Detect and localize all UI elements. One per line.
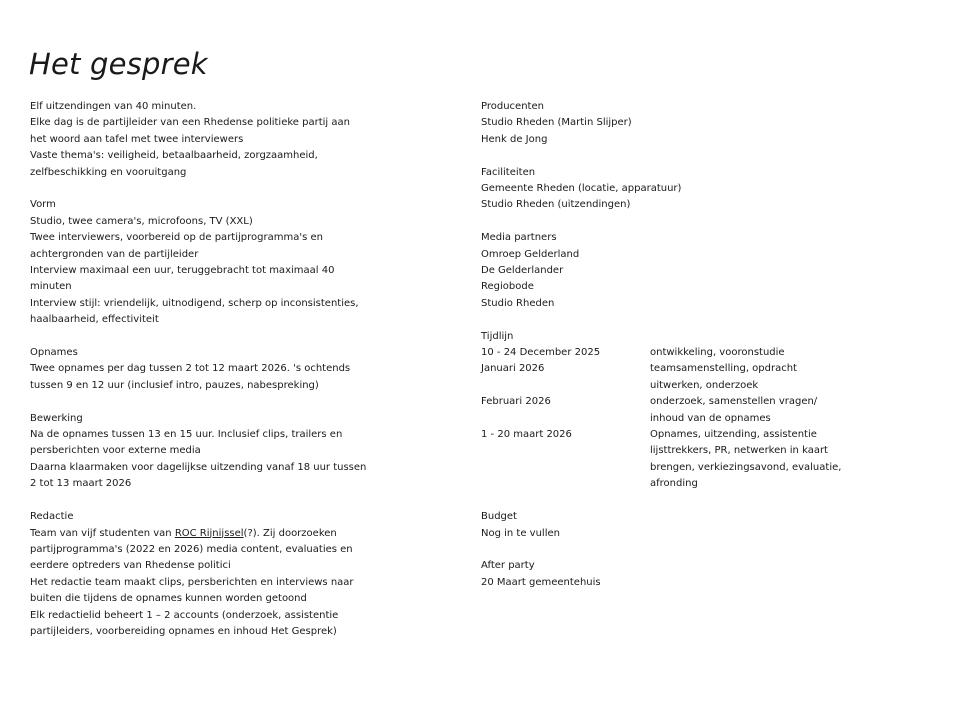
vorm-line: Studio, twee camera's, microfoons, TV (XXL) bbox=[30, 215, 253, 227]
tijdlijn-date: Januari 2026 bbox=[481, 363, 545, 375]
producenten-line: Henk de Jong bbox=[481, 133, 548, 145]
budget-heading: Budget bbox=[481, 511, 517, 523]
tijdlijn-desc-line: brengen, verkiezingsavond, evaluatie, bbox=[650, 461, 842, 473]
media-partners-section bbox=[481, 230, 901, 312]
opnames-line: tussen 9 en 12 uur (inclusief intro, pauzes, nabespreking) bbox=[30, 379, 319, 391]
intro-line: Vaste thema's: veiligheid, betaalbaarheid, zorgzaamheid, bbox=[30, 150, 318, 162]
media-partner-line: De Gelderlander bbox=[481, 265, 564, 277]
redactie-line: eerdere optreders van Rhedense politici bbox=[30, 560, 231, 572]
media-partner-line: Omroep Gelderland bbox=[481, 248, 580, 260]
bewerking-line: Na de opnames tussen 13 en 15 uur. Inclusief clips, trailers en bbox=[30, 429, 343, 441]
tijdlijn-date: 1 - 20 maart 2026 bbox=[481, 429, 572, 441]
tijdlijn-desc bbox=[650, 394, 901, 427]
bewerking-line: persberichten voor externe media bbox=[30, 445, 201, 457]
tijdlijn-date: 10 - 24 December 2025 bbox=[481, 347, 601, 359]
intro-line: zelfbeschikking en vooruitgang bbox=[30, 166, 187, 178]
media-partner-line: Studio Rheden bbox=[481, 297, 555, 309]
tijdlijn-desc-line: Opnames, uitzending, assistentie bbox=[650, 429, 817, 441]
intro-line: het woord aan tafel met twee interviewers bbox=[30, 133, 244, 145]
budget-section bbox=[481, 509, 901, 542]
opnames-heading: Opnames bbox=[30, 347, 78, 359]
redactie-line: partijleiders, voorbereiding opnames en inhoud Het Gesprek) bbox=[30, 625, 337, 637]
budget-line: Nog in te vullen bbox=[481, 527, 560, 539]
redactie-line: buiten die tijdens de opnames kunnen worden getoond bbox=[30, 593, 307, 605]
producenten-line: Studio Rheden (Martin Slijper) bbox=[481, 117, 632, 129]
redactie-line-text: Team van vijf studenten van bbox=[30, 527, 175, 539]
tijdlijn-desc-line: afronding bbox=[650, 478, 698, 490]
producenten-section bbox=[481, 99, 901, 148]
tijdlijn-heading: Tijdlijn bbox=[481, 330, 514, 342]
tijdlijn-section bbox=[481, 329, 901, 493]
tijdlijn-row bbox=[481, 361, 901, 394]
roc-rijnijssel-link[interactable]: ROC Rijnijssel bbox=[174, 527, 244, 539]
vorm-section bbox=[30, 197, 438, 328]
after-party-heading: After party bbox=[481, 560, 535, 572]
bewerking-line: Daarna klaarmaken voor dagelijkse uitzending vanaf 18 uur tussen bbox=[30, 461, 367, 473]
redactie-section bbox=[30, 509, 438, 640]
vorm-heading: Vorm bbox=[30, 199, 56, 211]
media-partners-heading: Media partners bbox=[481, 232, 557, 244]
intro-line: Elf uitzendingen van 40 minuten. bbox=[30, 101, 197, 112]
opnames-line: Twee opnames per dag tussen 2 tot 12 maart 2026. 's ochtends bbox=[30, 363, 351, 375]
media-partner-line: Regiobode bbox=[481, 281, 534, 293]
redactie-line bbox=[30, 526, 438, 542]
tijdlijn-date: Februari 2026 bbox=[481, 396, 551, 408]
intro-section bbox=[30, 99, 438, 181]
producenten-heading: Producenten bbox=[481, 101, 544, 112]
redactie-line: Het redactie team maakt clips, persberichten en interviews naar bbox=[30, 576, 354, 588]
tijdlijn-desc-line: inhoud van de opnames bbox=[650, 412, 771, 424]
bewerking-section bbox=[30, 411, 438, 493]
after-party-section bbox=[481, 558, 901, 591]
redactie-line-text: (?). Zij doorzoeken bbox=[243, 527, 337, 539]
bewerking-heading: Bewerking bbox=[30, 412, 83, 424]
tijdlijn-row bbox=[481, 394, 901, 427]
faciliteiten-line: Studio Rheden (uitzendingen) bbox=[481, 199, 631, 211]
tijdlijn-row bbox=[481, 427, 901, 493]
vorm-line: Interview maximaal een uur, teruggebracht tot maximaal 40 bbox=[30, 265, 335, 277]
bewerking-line: 2 tot 13 maart 2026 bbox=[30, 478, 132, 490]
faciliteiten-section bbox=[481, 165, 901, 214]
tijdlijn-desc bbox=[650, 361, 901, 394]
left-column bbox=[30, 99, 438, 657]
opnames-section bbox=[30, 345, 438, 394]
vorm-line: Interview stijl: vriendelijk, uitnodigend, scherp op inconsistenties, bbox=[30, 297, 359, 309]
vorm-line: haalbaarheid, effectiviteit bbox=[30, 314, 159, 326]
intro-line: Elke dag is de partijleider van een Rhedense politieke partij aan bbox=[30, 117, 350, 129]
after-party-line: 20 Maart gemeentehuis bbox=[481, 576, 601, 588]
vorm-line: Twee interviewers, voorbereid op de partijprogramma's en bbox=[30, 232, 323, 244]
redactie-heading: Redactie bbox=[30, 511, 74, 523]
tijdlijn-desc-line: uitwerken, onderzoek bbox=[650, 379, 759, 391]
tijdlijn-desc-line: onderzoek, samenstellen vragen/ bbox=[650, 396, 818, 408]
tijdlijn-row bbox=[481, 345, 901, 361]
faciliteiten-line: Gemeente Rheden (locatie, apparatuur) bbox=[481, 183, 682, 195]
tijdlijn-desc-line: lijsttrekkers, PR, netwerken in kaart bbox=[650, 445, 828, 457]
right-column bbox=[481, 99, 901, 608]
redactie-line: partijprogramma's (2022 en 2026) media content, evaluaties en bbox=[30, 543, 353, 555]
faciliteiten-heading: Faciliteiten bbox=[481, 166, 536, 178]
tijdlijn-desc-line: ontwikkeling, vooronstudie bbox=[650, 347, 785, 359]
redactie-line: Elk redactielid beheert 1 – 2 accounts (onderzoek, assistentie bbox=[30, 609, 339, 621]
tijdlijn-desc-line: teamsamenstelling, opdracht bbox=[650, 363, 797, 375]
tijdlijn-desc bbox=[650, 427, 901, 493]
tijdlijn-desc bbox=[650, 345, 901, 361]
vorm-line: achtergronden van de partijleider bbox=[30, 248, 199, 260]
vorm-line: minuten bbox=[30, 281, 72, 293]
page-title: Het gesprek bbox=[29, 47, 208, 82]
